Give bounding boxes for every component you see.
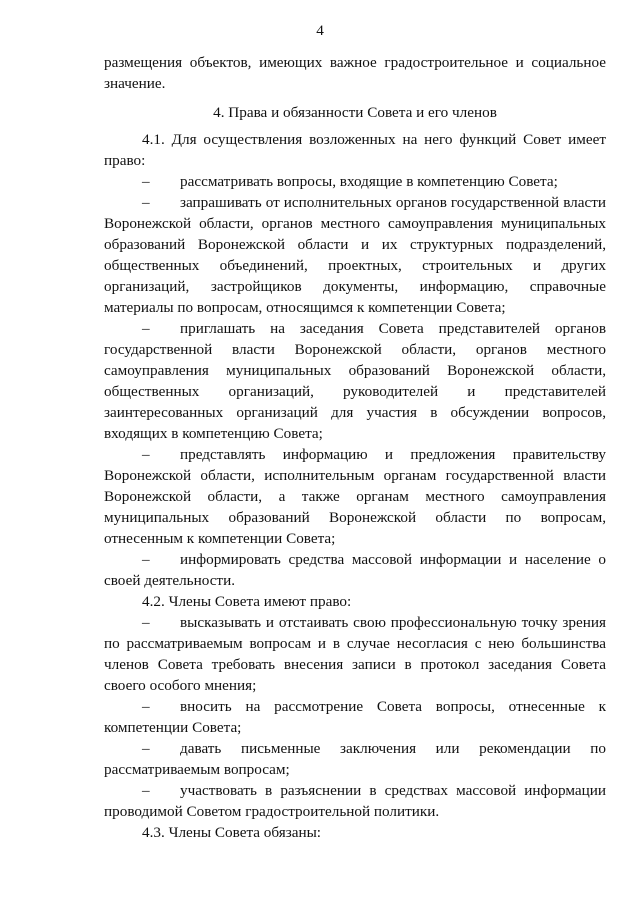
dash-marker: – bbox=[142, 782, 150, 799]
item-text: вносить на рассмотрение Совета вопросы, отнесенные к компетенции Совета; bbox=[104, 698, 606, 736]
clause-4-2-item-1 bbox=[104, 612, 606, 696]
clause-4-1-item-1 bbox=[104, 171, 606, 192]
item-text: давать письменные заключения или рекомендации по рассматриваемым вопросам; bbox=[104, 740, 606, 778]
document-body bbox=[104, 52, 606, 843]
item-text: информировать средства массовой информации и население о своей деятельности. bbox=[104, 551, 606, 589]
clause-4-1-item-3 bbox=[104, 318, 606, 444]
clause-4-2-item-2 bbox=[104, 696, 606, 738]
dash-marker: – bbox=[142, 614, 150, 631]
clause-4-2: 4.2. Члены Совета имеют право: bbox=[142, 593, 352, 610]
dash-marker: – bbox=[142, 173, 150, 190]
clause-4-3: 4.3. Члены Совета обязаны: bbox=[142, 824, 322, 841]
page-number: 4 bbox=[316, 22, 324, 39]
dash-marker: – bbox=[142, 551, 150, 568]
clause-4-1-item-5 bbox=[104, 549, 606, 591]
intro-continuation: размещения объектов, имеющих важное градостроительное и социальное значение. bbox=[104, 54, 606, 92]
item-text: приглашать на заседания Совета представителей органов государственной власти Воронежской области, органов местного самоуправления муниципальных образований Воронежской области, общественных организаций, руководителей и представителей заинтересованных организаций для участия в обсуждении вопросов, входящих в компетенцию Совета; bbox=[104, 320, 606, 442]
dash-marker: – bbox=[142, 320, 150, 337]
item-text: участвовать в разъяснении в средствах массовой информации проводимой Советом градостроительной политики. bbox=[104, 782, 606, 820]
dash-marker: – bbox=[142, 194, 150, 211]
item-text: запрашивать от исполнительных органов государственной власти Воронежской области, органов местного самоуправления муниципальных образований Воронежской области и их структурных подразделений, общественных объединений, проектных, строительных и других организаций, застройщиков документы, информацию, справочные материалы по вопросам, относящимся к компетенции Совета; bbox=[104, 194, 606, 316]
clause-4-2-item-3 bbox=[104, 738, 606, 780]
item-text: представлять информацию и предложения правительству Воронежской области, исполнительным органам государственной власти Воронежской области, а также органам местного самоуправления муниципальных образований Воронежской области по вопросам, отнесенным к компетенции Совета; bbox=[104, 446, 606, 547]
clause-4-1-item-4 bbox=[104, 444, 606, 549]
section-heading: 4. Права и обязанности Совета и его членов bbox=[213, 104, 497, 121]
clause-4-2-item-4 bbox=[104, 780, 606, 822]
item-text: высказывать и отстаивать свою профессиональную точку зрения по рассматриваемым вопросам и в случае несогласия с нею большинства членов Совета требовать внесения записи в протокол заседания Совета своего особого мнения; bbox=[104, 614, 606, 694]
clause-4-1: 4.1. Для осуществления возложенных на него функций Совет имеет право: bbox=[104, 131, 606, 169]
item-text: рассматривать вопросы, входящие в компетенцию Совета; bbox=[180, 173, 558, 190]
dash-marker: – bbox=[142, 740, 150, 757]
dash-marker: – bbox=[142, 446, 150, 463]
dash-marker: – bbox=[142, 698, 150, 715]
clause-4-1-item-2 bbox=[104, 192, 606, 318]
